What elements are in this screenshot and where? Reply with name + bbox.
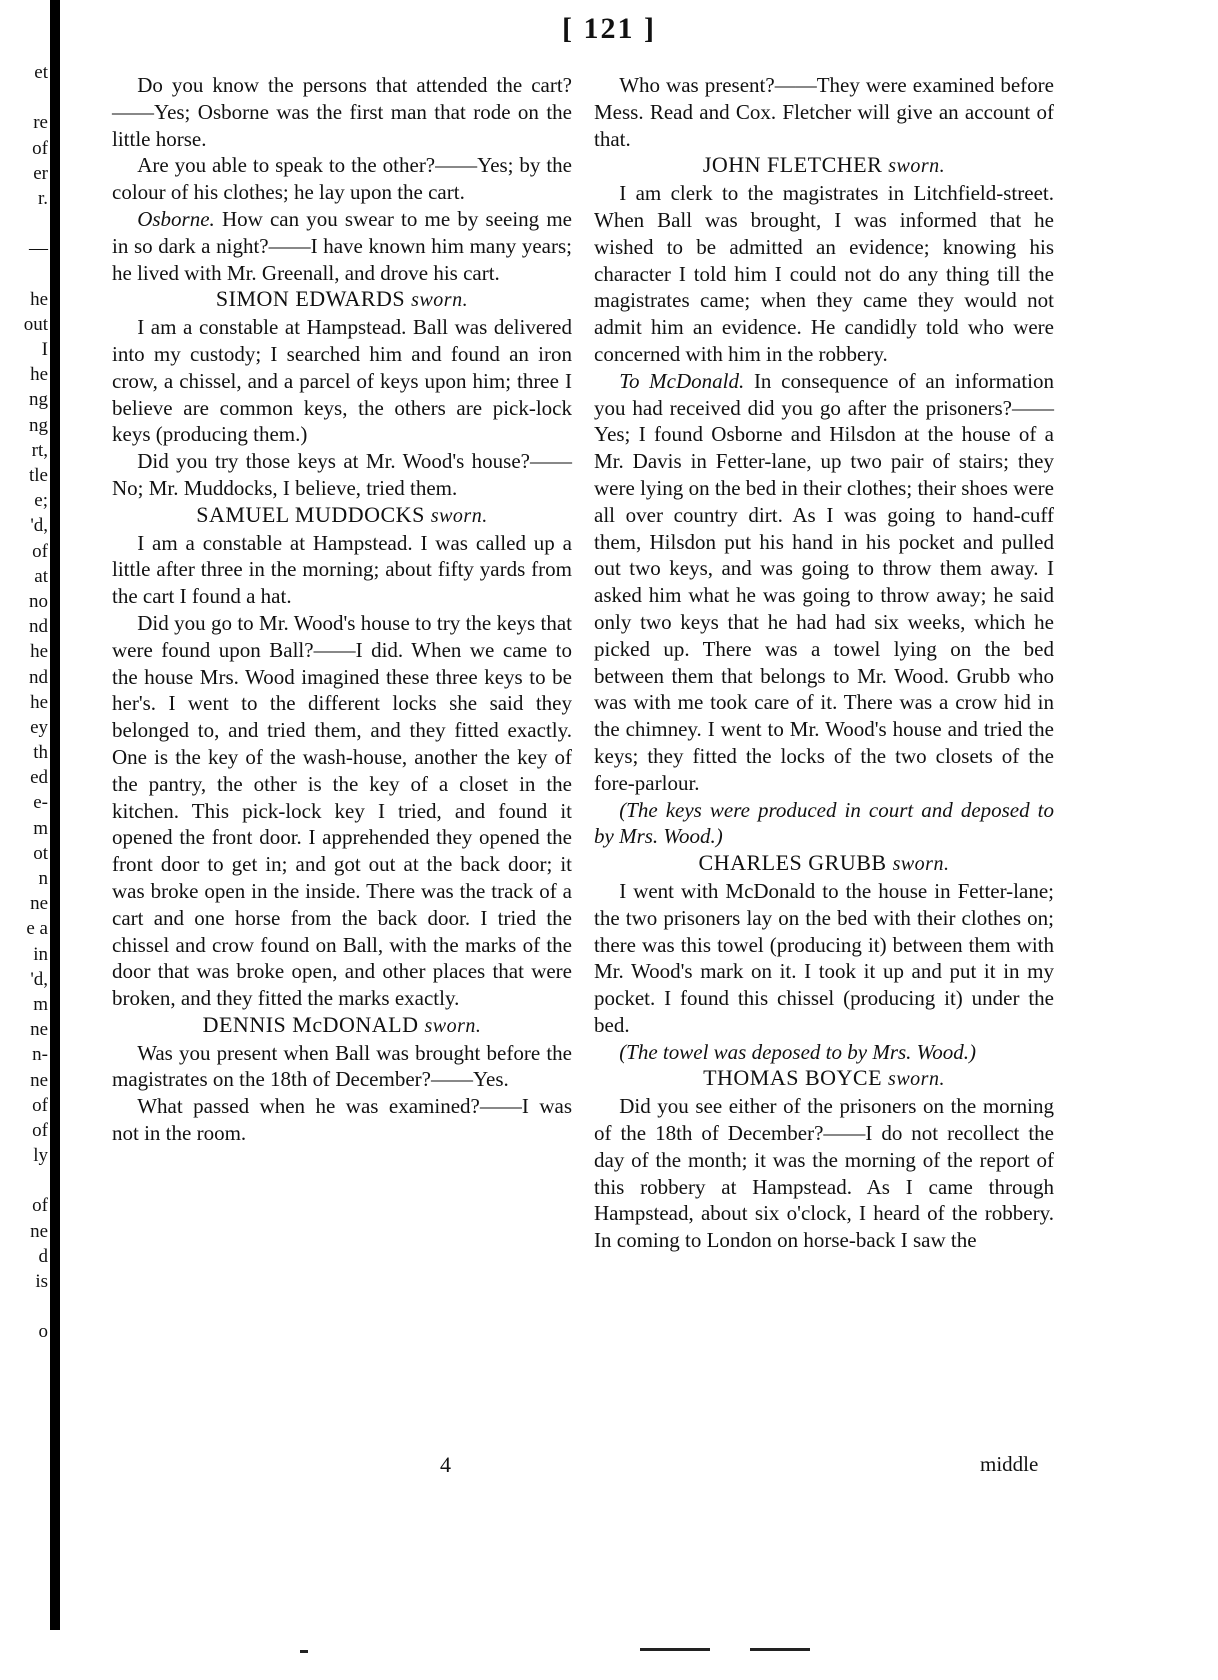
gutter-fragment: no bbox=[29, 590, 48, 612]
gutter-fragment: he bbox=[30, 364, 48, 386]
gutter-fragment: rt, bbox=[31, 439, 48, 461]
testimony-paragraph: What passed when he was examined?——I was not in the room. bbox=[112, 1094, 572, 1146]
gutter-fragment: ng bbox=[29, 414, 48, 436]
gutter-fragment: tle bbox=[29, 465, 48, 486]
right-text-column bbox=[594, 72, 1054, 1254]
gutter-fragment: th bbox=[33, 742, 48, 764]
signature-mark: 4 bbox=[440, 1452, 451, 1477]
witness-heading bbox=[594, 152, 1054, 180]
gutter-fragment bbox=[0, 1168, 48, 1193]
gutter-fragment: m bbox=[33, 817, 48, 839]
gutter-fragment: ne bbox=[30, 893, 48, 915]
witness-name: JOHN FLETCHER bbox=[702, 152, 883, 178]
gutter-fragment: in bbox=[33, 943, 48, 965]
gutter-fragment: e a bbox=[26, 918, 48, 940]
gutter-fragment: re bbox=[33, 112, 48, 134]
gutter-fragment: — bbox=[29, 238, 48, 260]
witness-name: THOMAS BOYCE bbox=[703, 1065, 883, 1091]
testimony-paragraph: Did you try those keys at Mr. Wood's house?——No; Mr. Muddocks, I believe, tried them. bbox=[112, 449, 572, 500]
testimony-paragraph: I am clerk to the magistrates in Litchfield-street. When Ball was brought, I was informed that he wished to be admitted an evidence; knowing his character I told him I could not do any thing till the magistrates came; when they came they would not admit him an evidence. He candidly told who were concerned with him in the robbery. bbox=[594, 181, 1054, 366]
sworn-tag: sworn. bbox=[888, 1068, 945, 1091]
paragraph-lead: Osborne. bbox=[137, 206, 215, 231]
gutter-fragment: at bbox=[34, 565, 48, 587]
gutter-fragment: I bbox=[41, 339, 48, 361]
gutter-fragment: nd bbox=[29, 666, 48, 688]
page-number-header: [ 121 ] bbox=[562, 12, 656, 45]
gutter-fragment: n- bbox=[32, 1044, 48, 1066]
gutter-fragment: ly bbox=[33, 1145, 48, 1167]
gutter-fragment: of bbox=[32, 1195, 48, 1217]
gutter-fragment: ey bbox=[30, 716, 48, 738]
gutter-fragment: ne bbox=[30, 1019, 48, 1041]
testimony-paragraph bbox=[112, 206, 572, 286]
gutter-fragment: ot bbox=[33, 842, 48, 864]
gutter-fragment: 'd, bbox=[30, 515, 48, 537]
gutter-fragment: of bbox=[32, 137, 48, 159]
gutter-fragment: e; bbox=[34, 490, 48, 512]
gutter-fragment: d bbox=[38, 1245, 48, 1267]
witness-heading bbox=[112, 286, 572, 314]
testimony-paragraph: Did you go to Mr. Wood's house to try the keys that were found upon Ball?——I did. When we came to the house Mrs. Wood imagined these three keys to be her's. I went to the different locks she said they belonged to, and tried them, and they fitted exactly. One is the key of the wash-house, another the key of the pantry, the other is the key of a closet in the kitchen. This pick-lock key I tried, and found it opened the front door. I apprehended they opened the front door to get in; and got out at the back door; it was broke open in the inside. There was the track of a cart and one horse from the back door. I tried the chissel and crow found on Ball, with the marks of the door that was broke open, and other places that were broken, and they fitted the marks exactly. bbox=[112, 610, 572, 1011]
gutter-fragment: n bbox=[38, 868, 48, 889]
court-note: (The towel was deposed to by Mrs. Wood.) bbox=[619, 1039, 976, 1064]
gutter-fragment: of bbox=[32, 540, 48, 562]
catchword: middle bbox=[980, 1452, 1039, 1476]
gutter-binding-bar bbox=[50, 0, 60, 1630]
gutter-fragment bbox=[0, 262, 48, 287]
gutter-fragment bbox=[0, 211, 48, 236]
print-smudge bbox=[640, 1648, 710, 1651]
gutter-fragment: he bbox=[30, 691, 48, 713]
witness-heading bbox=[594, 1065, 1054, 1093]
sworn-tag: sworn. bbox=[888, 155, 946, 178]
gutter-fragment: out bbox=[23, 313, 48, 335]
gutter-fragment: he bbox=[30, 641, 48, 663]
previous-page-gutter-fragments bbox=[0, 60, 48, 1345]
testimony-paragraph: Was you present when Ball was brought before the magistrates on the 18th of December?——Yes. bbox=[112, 1040, 572, 1092]
gutter-fragment: of bbox=[32, 1119, 48, 1141]
witness-heading bbox=[594, 850, 1054, 878]
witness-name: SAMUEL MUDDOCKS bbox=[196, 501, 425, 527]
print-smudge bbox=[750, 1648, 810, 1651]
testimony-paragraph: I am a constable at Hampstead. I was called up a little after three in the morning; about fifty yards from the cart I found a hat. bbox=[112, 530, 572, 609]
left-text-column bbox=[112, 72, 572, 1147]
gutter-fragment: of bbox=[32, 1094, 48, 1116]
gutter-fragment: er bbox=[33, 162, 48, 184]
testimony-paragraph: I am a constable at Hampstead. Ball was delivered into my custody; I searched him and found an iron crow, a chissel, and a parcel of keys upon him; three I believe are common keys, the others are pick-lock keys (producing them.) bbox=[112, 315, 572, 447]
gutter-fragment: m bbox=[33, 993, 48, 1015]
gutter-fragment bbox=[0, 1294, 48, 1319]
paragraph-text: In consequence of an information you had received did you go after the prisoners?——Yes; I found Osborne and Hilsdon at the house of a Mr. Davis in Fetter-lane, up two pair of stairs; they were lying on the bed in their clothes; their shoes were all over country dirt. As I was going to hand-cuff them, Hilsdon put his hand in his pocket and pulled out two keys, and was going to throw them away. I asked him what he was going to throw away; he said only two keys that he had had six weeks, which he picked up. There was a towel lying on the bed between them that belongs to Mr. Wood. Grubb who was with me took care of it. There was a crow hid in the chimney. I went to Mr. Wood's house and tried the keys; they fitted the locks of the two closets of the fore-parlour. bbox=[594, 368, 1054, 795]
witness-name: CHARLES GRUBB bbox=[698, 850, 887, 876]
testimony-paragraph: I went with McDonald to the house in Fetter-lane; the two prisoners lay on the bed with their clothes on; there was this towel (producing it) between them with Mr. Wood's mark on it. I took it up and put it in my pocket. I found this chissel (producing it) under the bed. bbox=[594, 878, 1054, 1037]
paragraph-text: How can you swear to me by seeing me in so dark a night?——I have known him many years; he lived with Mr. Greenall, and drove his cart. bbox=[112, 206, 572, 285]
gutter-fragment: e- bbox=[33, 792, 48, 814]
testimony-paragraph bbox=[594, 368, 1054, 797]
gutter-fragment: r. bbox=[37, 187, 48, 209]
testimony-paragraph: Who was present?——They were examined before Mess. Read and Cox. Fletcher will give an account of that. bbox=[594, 73, 1054, 151]
gutter-fragment: he bbox=[30, 288, 48, 310]
gutter-fragment: ne bbox=[30, 1220, 48, 1242]
testimony-paragraph: Are you able to speak to the other?——Yes; by the colour of his clothes; he lay upon the cart. bbox=[112, 153, 572, 205]
gutter-fragment: is bbox=[35, 1271, 48, 1292]
witness-name: DENNIS McDONALD bbox=[202, 1011, 419, 1037]
witness-heading bbox=[112, 1012, 572, 1040]
gutter-fragment: nd bbox=[29, 616, 48, 638]
gutter-fragment: ng bbox=[29, 389, 48, 411]
witness-name: SIMON EDWARDS bbox=[215, 286, 406, 312]
sworn-tag: sworn. bbox=[411, 289, 469, 312]
gutter-fragment: o bbox=[38, 1321, 48, 1343]
sworn-tag: sworn. bbox=[430, 504, 488, 527]
witness-heading bbox=[112, 502, 572, 530]
gutter-fragment: et bbox=[34, 62, 48, 83]
sworn-tag: sworn. bbox=[892, 853, 950, 876]
court-note: (The keys were produced in court and deposed to by Mrs. Wood.) bbox=[594, 797, 1054, 849]
gutter-fragment: ed bbox=[30, 767, 48, 789]
print-smudge bbox=[300, 1650, 308, 1653]
paragraph-lead: To McDonald. bbox=[619, 368, 745, 393]
gutter-fragment: 'd, bbox=[30, 968, 48, 990]
testimony-paragraph: Do you know the persons that attended the cart?——Yes; Osborne was the first man that rode on the little horse. bbox=[112, 73, 572, 151]
gutter-fragment bbox=[0, 85, 48, 110]
sworn-tag: sworn. bbox=[424, 1014, 482, 1037]
gutter-fragment: ne bbox=[30, 1069, 48, 1091]
testimony-paragraph: Did you see either of the prisoners on the morning of the 18th of December?——I do not recollect the day of the month; it was the morning of the report of this robbery at Hampstead. As I came through Hampstead, about six o'clock, I heard of the robbery. In coming to London on horse-back I saw the bbox=[594, 1094, 1054, 1253]
